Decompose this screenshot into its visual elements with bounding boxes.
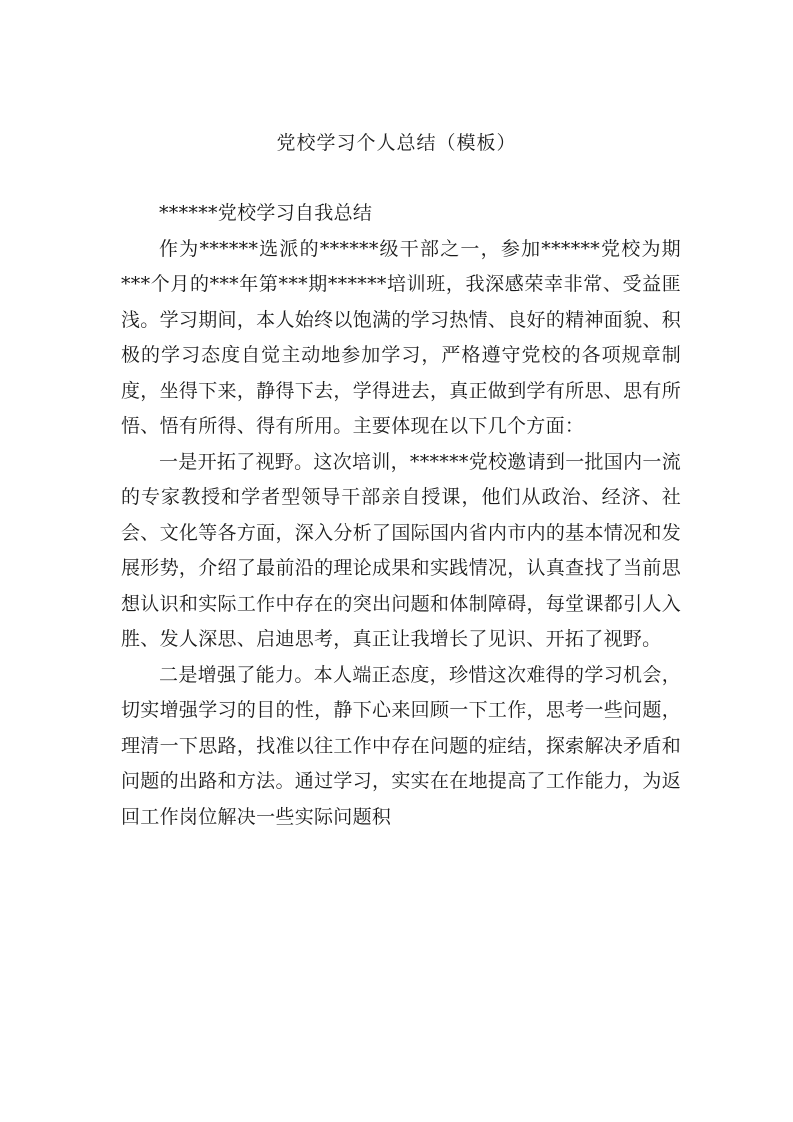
document-body [121,196,681,835]
paragraph-point-two: 二是增强了能力。本人端正态度，珍惜这次难得的学习机会，切实增强学习的目的性，静下心来回顾一下工作，思考一些问题，理清一下思路，找准以往工作中存在问题的症结，探索解决矛盾和问题的出路和方法。通过学习，实实在在地提高了工作能力，为返回工作岗位解决一些实际问题积 [121,663,681,828]
paragraph-subtitle: ******党校学习自我总结 [159,202,373,224]
paragraph-intro: 作为******选派的******级干部之一，参加******党校为期***个月的***年第***期******培训班，我深感荣幸非常、受益匪浅。学习期间，本人始终以饱满的学习热情、良好的精神面貌、积极的学习态度自觉主动地参加学习，严格遵守党校的各项规章制度，坐得下来，静得下去，学得进去，真正做到学有所思、思有所悟、悟有所得、得有所用。主要体现在以下几个方面： [121,237,681,437]
paragraph-point-one: 一是开拓了视野。这次培训，******党校邀请到一批国内一流的专家教授和学者型领导干部亲自授课，他们从政治、经济、社会、文化等各方面，深入分析了国际国内省内市内的基本情况和发展形势，介绍了最前沿的理论成果和实践情况，认真查找了当前思想认识和实际工作中存在的突出问题和体制障碍，每堂课都引人入胜、发人深思、启迪思考，真正让我增长了见识、开拓了视野。 [121,450,682,650]
document-title: 党校学习个人总结（模板） [276,132,517,154]
